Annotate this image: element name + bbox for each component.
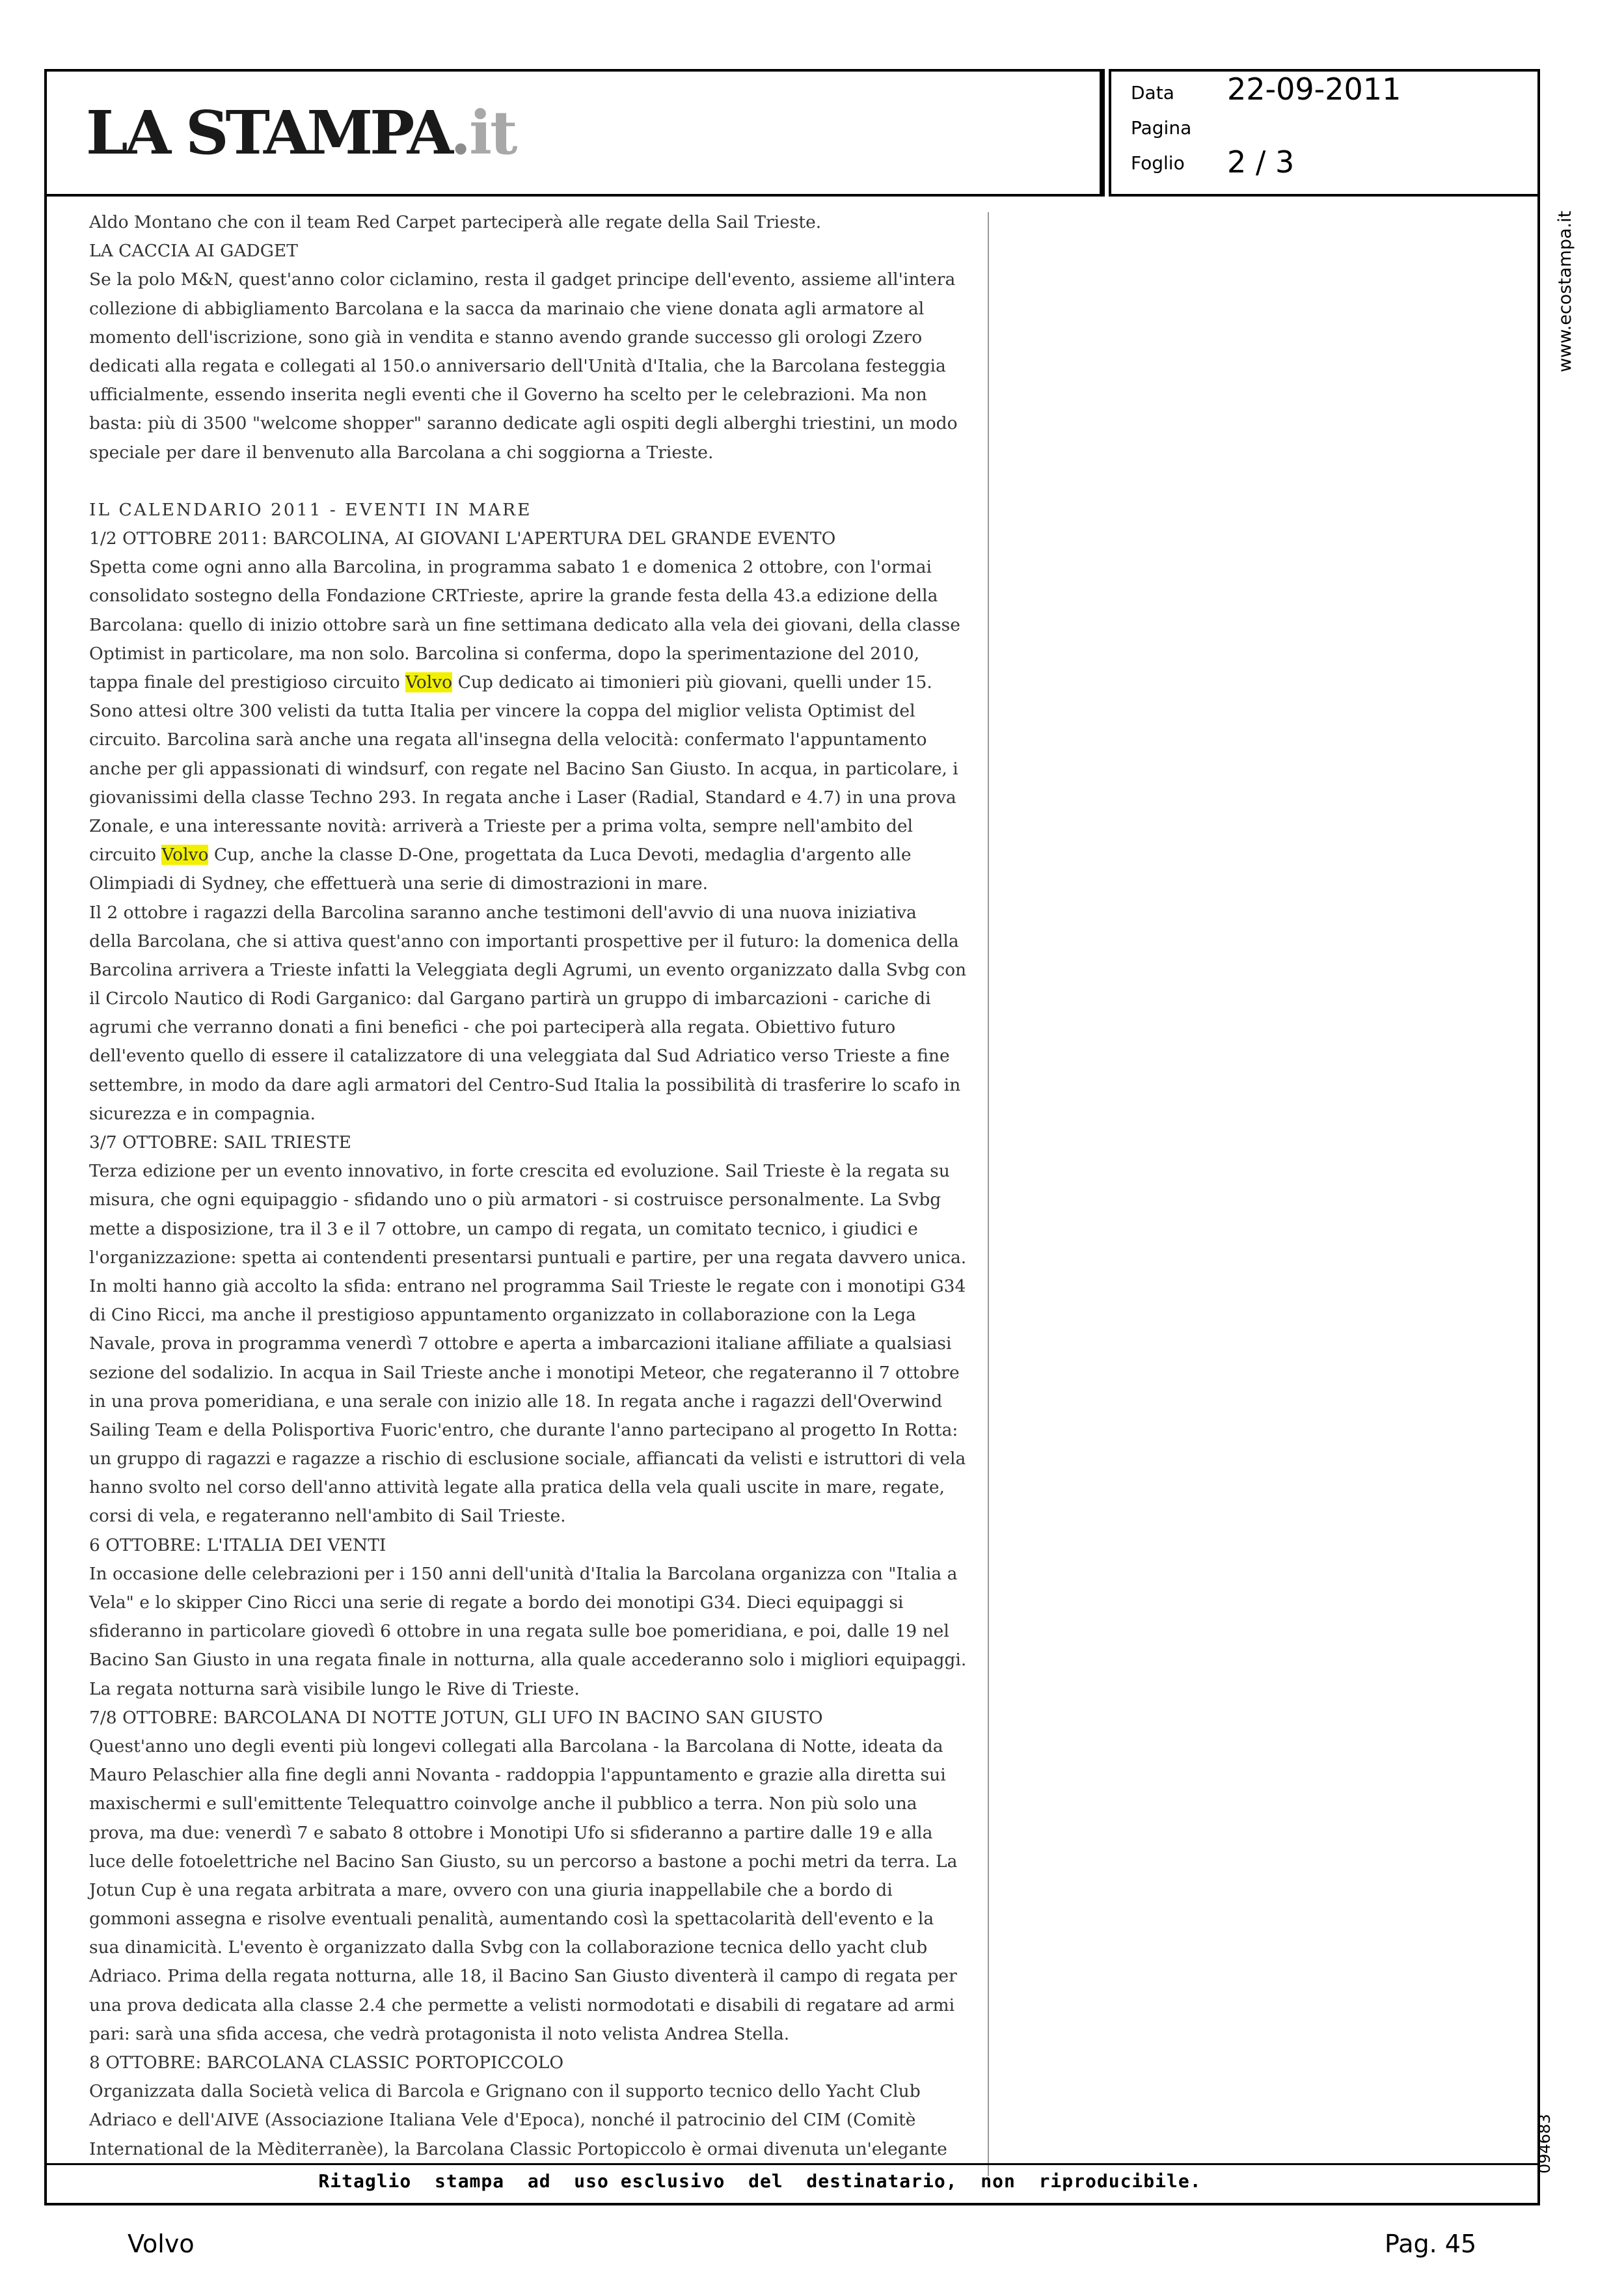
article-line: Mauro Pelaschier alla fine degli anni Novanta - raddoppia l'appuntamento e grazie alla diretta sui bbox=[89, 1765, 946, 1786]
article-line: sicurezza e in compagnia. bbox=[89, 1103, 316, 1124]
article-line: Barcolana: quello di inizio ottobre sarà un fine settimana dedicato alla vela dei giovani, della classe bbox=[89, 614, 960, 635]
article-line: Terza edizione per un evento innovativo, in forte crescita ed evoluzione. Sail Trieste è la regata su bbox=[89, 1161, 950, 1182]
article-line: giovanissimi della classe Techno 293. In regata anche i Laser (Radial, Standard e 4.7) in una prova bbox=[89, 787, 956, 808]
article-body bbox=[89, 208, 974, 2164]
article-line: di Cino Ricci, ma anche il prestigioso appuntamento organizzato in collaborazione con la Lega bbox=[89, 1305, 916, 1326]
article-line: basta: più di 3500 "welcome shopper" saranno dedicate agli ospiti degli alberghi triestini, un modo bbox=[89, 413, 958, 434]
article-line: Navale, prova in programma venerdì 7 ottobre e aperta a imbarcazioni italiane affiliate a qualsiasi bbox=[89, 1333, 952, 1354]
logo-dot: . bbox=[450, 98, 470, 168]
highlighted-keyword: Volvo bbox=[405, 672, 453, 692]
reproduction-notice: Ritaglio stampa ad uso esclusivo del destinatario, non riproducibile. bbox=[318, 2170, 1202, 2192]
article-line: della Barcolana, che si attiva quest'anno con importanti prospettive per il futuro: la domenica della bbox=[89, 931, 959, 951]
article-line: 7/8 OTTOBRE: BARCOLANA DI NOTTE JOTUN, GLI UFO IN BACINO SAN GIUSTO bbox=[89, 1707, 823, 1728]
article-line: un gruppo di ragazzi e ragazze a rischio di esclusione sociale, affiancati da velisti e istruttori di vela bbox=[89, 1449, 966, 1469]
article-line: Quest'anno uno degli eventi più longevi collegati alla Barcolana - la Barcolana di Notte, ideata da bbox=[89, 1736, 943, 1756]
article-line: mette a disposizione, tra il 3 e il 7 ottobre, un campo di regata, un comitato tecnico, i giudici e bbox=[89, 1218, 918, 1239]
article-line: Barcolina arrivera a Trieste infatti la Veleggiata degli Agrumi, un evento organizzato dalla Svbg con bbox=[89, 959, 967, 980]
article-line: consolidato sostegno della Fondazione CRTrieste, aprire la grande festa della 43.a edizione della bbox=[89, 586, 938, 607]
article-line: International de la Mèditerranèe), la Barcolana Classic Portopiccolo è ormai divenuta un'elegante bbox=[89, 2138, 947, 2159]
article-line: l'organizzazione: spetta ai contendenti presentarsi puntuali e partire, per una regata davvero unica. bbox=[89, 1247, 967, 1268]
article-line bbox=[89, 467, 974, 496]
article-line: Olimpiadi di Sydney, che effettuerà una serie di dimostrazioni in mare. bbox=[89, 873, 709, 894]
la-stampa-logo bbox=[86, 98, 516, 174]
article-line: In occasione delle celebrazioni per i 150 anni dell'unità d'Italia la Barcolana organizza con "Italia a bbox=[89, 1563, 958, 1584]
clipping-code: 094683 bbox=[1536, 2114, 1554, 2174]
article-line: hanno svolto nel corso dell'anno attività legate alla pratica della vela quali uscite in mare, regate, bbox=[89, 1477, 945, 1498]
footer-client-name: Volvo bbox=[128, 2230, 195, 2258]
article-line: Spetta come ogni anno alla Barcolina, in programma sabato 1 e domenica 2 ottobre, con l'ormai bbox=[89, 557, 932, 578]
article-line: momento dell'iscrizione, sono già in vendita e stanno avendo grande successo gli orologi Zzero bbox=[89, 327, 923, 348]
article-line: prova, ma due: venerdì 7 e sabato 8 ottobre i Monotipi Ufo si sfideranno a partire dalle 19 e alla bbox=[89, 1822, 933, 1843]
article-line: Jotun Cup è una regata arbitrata a mare, ovvero con una giuria inappellabile che a bordo di bbox=[89, 1879, 893, 1900]
footer-divider bbox=[44, 2163, 1540, 2165]
article-line: misura, che ogni equipaggio - sfidando uno o più armatori - si costruisce personalmente. La Svbg bbox=[89, 1190, 941, 1210]
article-line: agrumi che verranno donati a fini benefici - che poi parteciperà alla regata. Obiettivo futuro bbox=[89, 1017, 896, 1038]
article-line: una prova dedicata alla classe 2.4 che permette a velisti normodotati e disabili di regatare ad armi bbox=[89, 1995, 955, 2015]
ecostampa-url: www.ecostampa.it bbox=[1555, 210, 1575, 372]
article-line: Sono attesi oltre 300 velisti da tutta Italia per vincere la coppa del miglior velista Optimist del bbox=[89, 701, 915, 722]
article-line: in una prova pomeridiana, e una serale con inizio alle 18. In regata anche i ragazzi dell'Overwind bbox=[89, 1391, 943, 1412]
article-line: In molti hanno già accolto la sfida: entrano nel programma Sail Trieste le regate con i monotipi G34 bbox=[89, 1276, 966, 1296]
article-line: 6 OTTOBRE: L'ITALIA DEI VENTI bbox=[89, 1535, 386, 1555]
foglio-value: 2 / 3 bbox=[1227, 144, 1295, 180]
article-line: corsi di vela, e regateranno nell'ambito di Sail Trieste. bbox=[89, 1506, 566, 1527]
article-line: Bacino San Giusto in una regata finale in notturna, alla quale accederanno solo i migliori equipaggi. bbox=[89, 1650, 967, 1671]
article-line: 8 OTTOBRE: BARCOLANA CLASSIC PORTOPICCOLO bbox=[89, 2053, 564, 2073]
article-line: collezione di abbigliamento Barcolana e la sacca da marinaio che viene donata agli armatore al bbox=[89, 298, 925, 319]
article-line: sezione del sodalizio. In acqua in Sail Trieste anche i monotipi Meteor, che regateranno il 7 ottobre bbox=[89, 1362, 960, 1383]
article-line: Il 2 ottobre i ragazzi della Barcolina saranno anche testimoni dell'avvio di una nuova iniziativa bbox=[89, 902, 917, 923]
article-line: Aldo Montano che con il team Red Carpet parteciperà alle regate della Sail Trieste. bbox=[89, 212, 822, 232]
article-line: Adriaco e dell'AIVE (Associazione Italiana Vele d'Epoca), nonché il patrocinio del CIM (Comitè bbox=[89, 2110, 916, 2131]
article-line: il Circolo Nautico di Rodi Garganico: dal Gargano partirà un gruppo di imbarcazioni - cariche di bbox=[89, 989, 931, 1009]
article-line: Adriaco. Prima della regata notturna, alle 18, il Bacino San Giusto diventerà il campo di regata per bbox=[89, 1966, 957, 1987]
column-divider bbox=[988, 212, 989, 2176]
article-line: pari: sarà una sfida accesa, che vedrà protagonista il noto velista Andrea Stella. bbox=[89, 2023, 790, 2044]
data-label: Data bbox=[1131, 82, 1174, 103]
article-line: gommoni assegna e risolve eventuali penalità, aumentando così la spettacolarità dell'evento e la bbox=[89, 1909, 934, 1930]
data-value: 22-09-2011 bbox=[1227, 72, 1401, 107]
article-line: Vela" e lo skipper Cino Ricci una serie di regate a bordo dei monotipi G34. Dieci equipaggi si bbox=[89, 1592, 904, 1613]
article-line: 1/2 OTTOBRE 2011: BARCOLINA, AI GIOVANI L'APERTURA DEL GRANDE EVENTO bbox=[89, 528, 836, 549]
article-line: luce delle fotoelettriche nel Bacino San Giusto, su un percorso a bastone a pochi metri da terra. La bbox=[89, 1851, 958, 1872]
article-line: settembre, in modo da dare agli armatori del Centro-Sud Italia la possibilità di trasferire lo scafo in bbox=[89, 1074, 961, 1095]
article-line: Se la polo M&N, quest'anno color ciclamino, resta il gadget principe dell'evento, assieme all'intera bbox=[89, 269, 956, 290]
article-line: sua dinamicità. L'evento è organizzato dalla Svbg con la collaborazione tecnica dello yacht club bbox=[89, 1937, 928, 1958]
article-line: maxischermi e sull'emittente Telequattro coinvolge anche il pubblico a terra. Non più solo una bbox=[89, 1794, 917, 1814]
footer-page-number: Pag. 45 bbox=[1385, 2230, 1477, 2258]
article-line: Zonale, e una interessante novità: arriverà a Trieste per a prima volta, sempre nell'ambito del bbox=[89, 815, 914, 836]
logo-main-text: LA STAMPA bbox=[86, 98, 451, 168]
highlighted-keyword: Volvo bbox=[161, 845, 209, 866]
foglio-label: Foglio bbox=[1131, 152, 1185, 174]
article-line: IL CALENDARIO 2011 - EVENTI IN MARE bbox=[89, 499, 532, 520]
article-line: 3/7 OTTOBRE: SAIL TRIESTE bbox=[89, 1132, 351, 1153]
article-line: Organizzata dalla Società velica di Barcola e Grignano con il supporto tecnico dello Yacht Club bbox=[89, 2081, 921, 2102]
logo-suffix: it bbox=[469, 98, 516, 168]
article-line: ufficialmente, essendo inserita negli eventi che il Governo ha scelto per le celebrazioni. Ma non bbox=[89, 385, 927, 405]
article-line: Sailing Team e della Polisportiva Fuoric'entro, che durante l'anno partecipano al progetto In Rotta: bbox=[89, 1419, 958, 1440]
article-line: sfideranno in particolare giovedì 6 ottobre in una regata sulle boe pomeridiana, e poi, dalle 19 nel bbox=[89, 1621, 949, 1642]
meta-separator bbox=[1102, 69, 1111, 197]
article-line: anche per gli appassionati di windsurf, con regate nel Bacino San Giusto. In acqua, in particolare, i bbox=[89, 758, 958, 779]
article-line: dell'evento quello di essere il catalizzatore di una veleggiata dal Sud Adriatico verso Trieste a fine bbox=[89, 1046, 950, 1067]
article-line: circuito. Barcolina sarà anche una regata all'insegna della velocità: confermato l'appuntamento bbox=[89, 730, 927, 750]
article-line: speciale per dare il benvenuto alla Barcolana a chi soggiorna a Trieste. bbox=[89, 442, 714, 463]
article-line: LA CACCIA AI GADGET bbox=[89, 241, 298, 262]
article-line: La regata notturna sarà visibile lungo le Rive di Trieste. bbox=[89, 1678, 580, 1699]
article-line: circuito Volvo Cup, anche la classe D-One, progettata da Luca Devoti, medaglia d'argento alle bbox=[89, 845, 912, 866]
article-line: Optimist in particolare, ma non solo. Barcolina si conferma, dopo la sperimentazione del 2010, bbox=[89, 643, 920, 664]
article-line: dedicati alla regata e collegati al 150.o anniversario dell'Unità d'Italia, che la Barcolana festeggia bbox=[89, 355, 946, 376]
pagina-label: Pagina bbox=[1131, 117, 1192, 139]
article-line: tappa finale del prestigioso circuito Volvo Cup dedicato ai timonieri più giovani, quelli under 15. bbox=[89, 672, 932, 692]
